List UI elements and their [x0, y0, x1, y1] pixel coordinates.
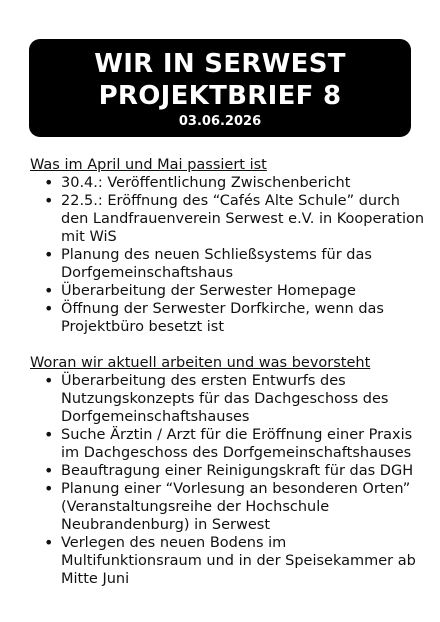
title-banner	[29, 39, 411, 137]
banner-date: 03.06.2026	[178, 114, 262, 129]
list-item: • Planung einer “Vorlesung an besonderen Orten” (Veranstaltungsreihe der Hochschule Neubrandenburg) in Serwest	[30, 480, 425, 534]
section-title-upcoming: Woran wir aktuell arbeiten und was bevorsteht	[30, 355, 371, 371]
list-item: • Suche Ärztin / Arzt für die Eröffnung einer Praxis im Dachgeschoss des Dorfgemeinschaftshauses	[30, 426, 425, 462]
list-item: • Planung des neuen Schließsystems für das Dorfgemeinschaftshaus	[30, 246, 425, 282]
banner-title: WIR IN SERWEST	[94, 49, 346, 79]
section-spacer	[30, 336, 425, 354]
upcoming-tasks-list	[30, 372, 425, 588]
list-item: • 30.4.: Veröffentlichung Zwischenbericht	[30, 174, 425, 192]
banner-subtitle: PROJEKTBRIEF 8	[98, 81, 342, 111]
list-item: • Verlegen des neuen Bodens im Multifunktionsraum und in der Speisekammer ab Mitte Juni	[30, 534, 425, 588]
list-item: • Überarbeitung der Serwester Homepage	[30, 282, 425, 300]
list-item: • Überarbeitung des ersten Entwurfs des Nutzungskonzepts für das Dachgeschoss des Dorfgemeinschaftshauses	[30, 372, 425, 426]
list-item: • Öffnung der Serwester Dorfkirche, wenn das Projektbüro besetzt ist	[30, 300, 425, 336]
newsletter-body	[30, 156, 425, 588]
list-item: • Beauftragung einer Reinigungskraft für das DGH	[30, 462, 425, 480]
past-events-list	[30, 174, 425, 336]
section-title-past: Was im April und Mai passiert ist	[30, 157, 267, 173]
list-item: • 22.5.: Eröffnung des “Cafés Alte Schule” durch den Landfrauenverein Serwest e.V. in Kooperation mit WiS	[30, 192, 425, 246]
